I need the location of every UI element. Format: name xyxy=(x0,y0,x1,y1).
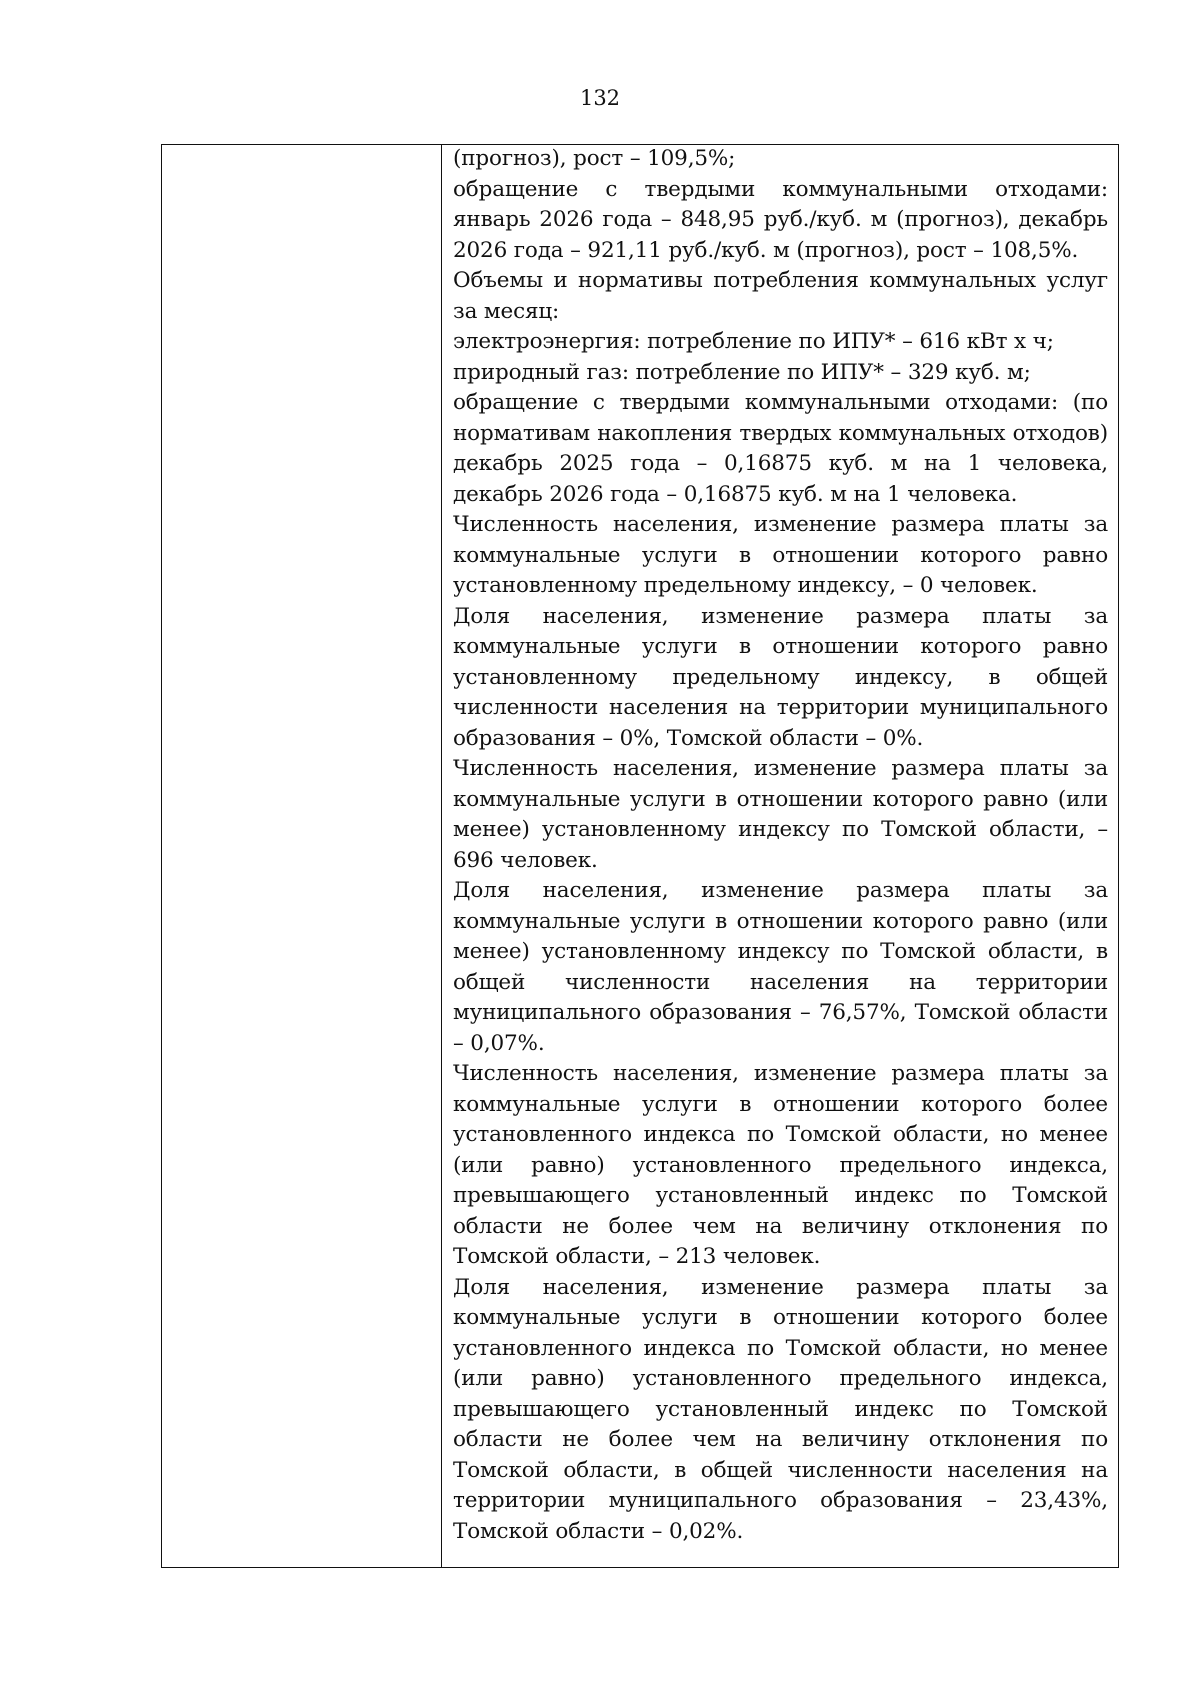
table-cell-right xyxy=(442,145,1118,1567)
paragraph-forecast-growth: (прогноз), рост – 109,5%; xyxy=(453,146,736,171)
table-cell-left xyxy=(162,145,442,1567)
paragraph-solid-waste-norms: обращение с твердыми коммунальными отходами: (по нормативам накопления твердых коммунальных отходов) декабрь 2025 года – 0,16875 куб. м на 1 человека, декабрь 2026 года – 0,16875 куб. м на 1 человека. xyxy=(453,390,1108,507)
paragraph-consumption-volumes-heading: Объемы и нормативы потребления коммунальных услуг за месяц: xyxy=(453,268,1108,324)
paragraph-share-equal-limit-index: Доля населения, изменение размера платы за коммунальные услуги в отношении которого равно установленному предельному индексу, в общей численности населения на территории муниципального образования – 0%, Томской области – 0%. xyxy=(453,603,1108,751)
paragraph-population-above-index: Численность населения, изменение размера платы за коммунальные услуги в отношении которого более установленного индекса по Томской области, но менее (или равно) установленного предельного индекса, превышающего установленный индекс по Томской области не более чем на величину отклонения по Томской области, – 213 человек. xyxy=(453,1061,1108,1269)
paragraph-solid-waste-tariff: обращение с твердыми коммунальными отходами: январь 2026 года – 848,95 руб./куб. м (прогноз), декабрь 2026 года – 921,11 руб./куб. м (прогноз), рост – 108,5%. xyxy=(453,176,1108,263)
paragraph-population-equal-or-less-index: Численность населения, изменение размера платы за коммунальные услуги в отношении которого равно (или менее) установленному индексу по Томской области, – 696 человек. xyxy=(453,756,1108,873)
paragraph-electricity-consumption: электроэнергия: потребление по ИПУ* – 616 кВт х ч; xyxy=(453,329,1054,354)
paragraph-share-above-index: Доля населения, изменение размера платы за коммунальные услуги в отношении которого более установленного индекса по Томской области, но менее (или равно) установленного предельного индекса, превышающего установленный индекс по Томской области не более чем на величину отклонения по Томской области, в общей численности населения на территории муниципального образования – 23,43%, Томской области – 0,02%. xyxy=(453,1274,1108,1544)
page-number: 132 xyxy=(579,86,621,110)
paragraph-gas-consumption: природный газ: потребление по ИПУ* – 329 куб. м; xyxy=(453,359,1031,385)
paragraph-share-equal-or-less-index: Доля населения, изменение размера платы за коммунальные услуги в отношении которого равно (или менее) установленному индексу по Томской области, в общей численности населения на территории муниципального образования – 76,57%, Томской области – 0,07%. xyxy=(453,878,1108,1056)
document-table xyxy=(161,144,1119,1568)
paragraph-population-equal-limit-index: Численность населения, изменение размера платы за коммунальные услуги в отношении которого равно установленному предельному индексу, – 0 человек. xyxy=(453,512,1108,598)
